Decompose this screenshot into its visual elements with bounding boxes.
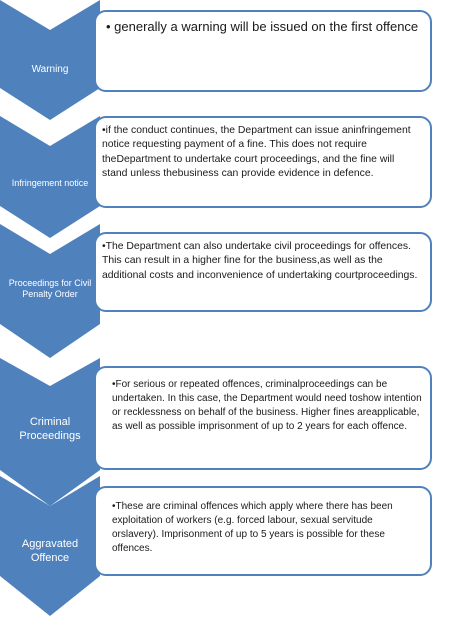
chevron-aggravated-offence bbox=[0, 476, 100, 616]
step-text-civil-penalty: •The Department can also undertake civil proceedings for offences. This can result in a higher fine for the business,as well as the additional costs and inconvenience of undertaking courtproceedings. bbox=[102, 241, 418, 281]
step-label-aggravated-offence: Aggravated Offence bbox=[21, 538, 79, 564]
step-box-infringement-notice bbox=[94, 116, 432, 208]
step-box-aggravated-offence bbox=[94, 486, 432, 576]
step-label-warning: Warning bbox=[31, 64, 69, 75]
step-text-warning: • generally a warning will be issued on the first offence bbox=[106, 19, 419, 34]
step-text-criminal-proceedings: •For serious or repeated offences, criminalproceedings can be undertaken. In this case, the Department would need toshow intention or recklessness on behalf of the business. Higher fines areapplicable, as well as possible imprisonment of up to 2 years for each offence. bbox=[112, 379, 422, 432]
step-box-criminal-proceedings bbox=[94, 366, 432, 470]
step-text-aggravated-offence: •These are criminal offences which apply where there has been exploitation of workers (e.g. forced labour, sexual servitude orslavery). Imprisonment of up to 5 years is possible for these offences. bbox=[112, 501, 393, 554]
step-label-civil-penalty: Proceedings for Civil Penalty Order bbox=[8, 278, 92, 300]
step-text-infringement-notice: •if the conduct continues, the Department can issue aninfringement notice requesting payment of a fine. This does not require theDepartment to undertake court proceedings, and the fine will stand unless thebusiness can provide evidence in defence. bbox=[102, 125, 411, 180]
step-label-infringement-notice: Infringement notice bbox=[11, 178, 89, 188]
step-box-civil-penalty bbox=[94, 232, 432, 312]
step-label-criminal-proceedings: Criminal Proceedings bbox=[19, 416, 81, 442]
chevron-warning bbox=[0, 0, 100, 120]
step-box-warning bbox=[94, 10, 432, 92]
chevron-infringement-notice bbox=[0, 116, 100, 238]
chevron-civil-penalty bbox=[0, 224, 100, 358]
